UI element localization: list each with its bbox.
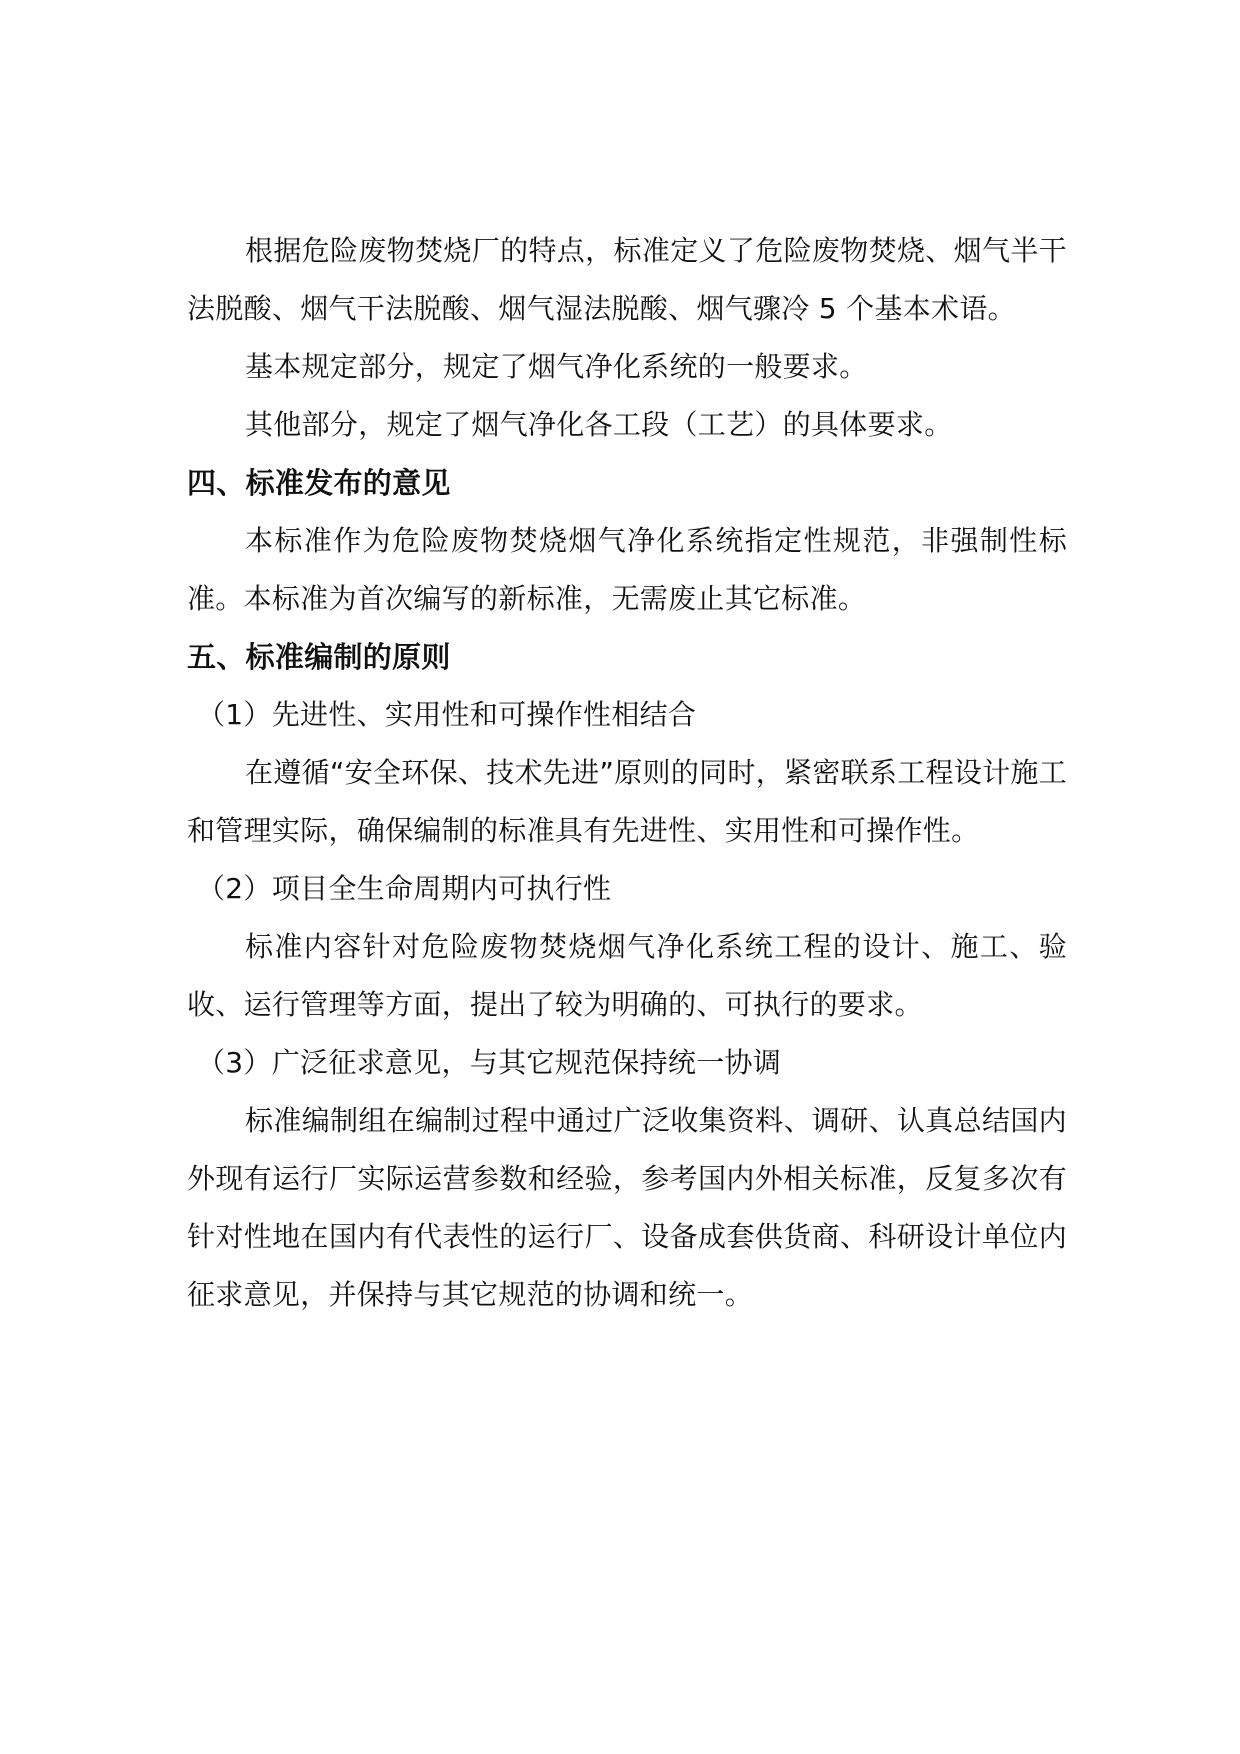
section-heading-5: 五、标准编制的原则 (187, 640, 451, 674)
paragraph-principle-2: 标准内容针对危险废物焚烧烟气净化系统工程的设计、施工、验收、运行管理等方面，提出了较为明确的、可执行的要求。 (187, 930, 1067, 1021)
paragraph-principle-3: 标准编制组在编制过程中通过广泛收集资料、调研、认真总结国内外现有运行厂实际运营参数和经验，参考国内外相关标准，反复多次有针对性地在国内有代表性的运行厂、设备成套供货商、科研设计单位内征求意见，并保持与其它规范的协调和统一。 (187, 1104, 1067, 1311)
subheading-principle-2: （2）项目全生命周期内可执行性 (197, 872, 612, 905)
document-body (187, 222, 1067, 1324)
paragraph-principle-1: 在遵循“安全环保、技术先进”原则的同时，紧密联系工程设计施工和管理实际，确保编制的标准具有先进性、实用性和可操作性。 (187, 756, 1068, 847)
subheading-principle-1: （1）先进性、实用性和可操作性相结合 (197, 698, 697, 731)
subheading-principle-3: （3）广泛征求意见，与其它规范保持统一协调 (197, 1046, 782, 1079)
section-heading-4: 四、标准发布的意见 (187, 466, 451, 500)
paragraph-other-parts: 其他部分，规定了烟气净化各工段（工艺）的具体要求。 (245, 408, 953, 441)
paragraph-release-opinion: 本标准作为危险废物焚烧烟气净化系统指定性规范，非强制性标准。本标准为首次编写的新标准，无需废止其它标准。 (187, 524, 1067, 615)
paragraph-basic-rules: 基本规定部分，规定了烟气净化系统的一般要求。 (245, 350, 868, 383)
paragraph-terms: 根据危险废物焚烧厂的特点，标准定义了危险废物焚烧、烟气半干法脱酸、烟气干法脱酸、烟气湿法脱酸、烟气骤冷 5 个基本术语。 (187, 234, 1067, 325)
